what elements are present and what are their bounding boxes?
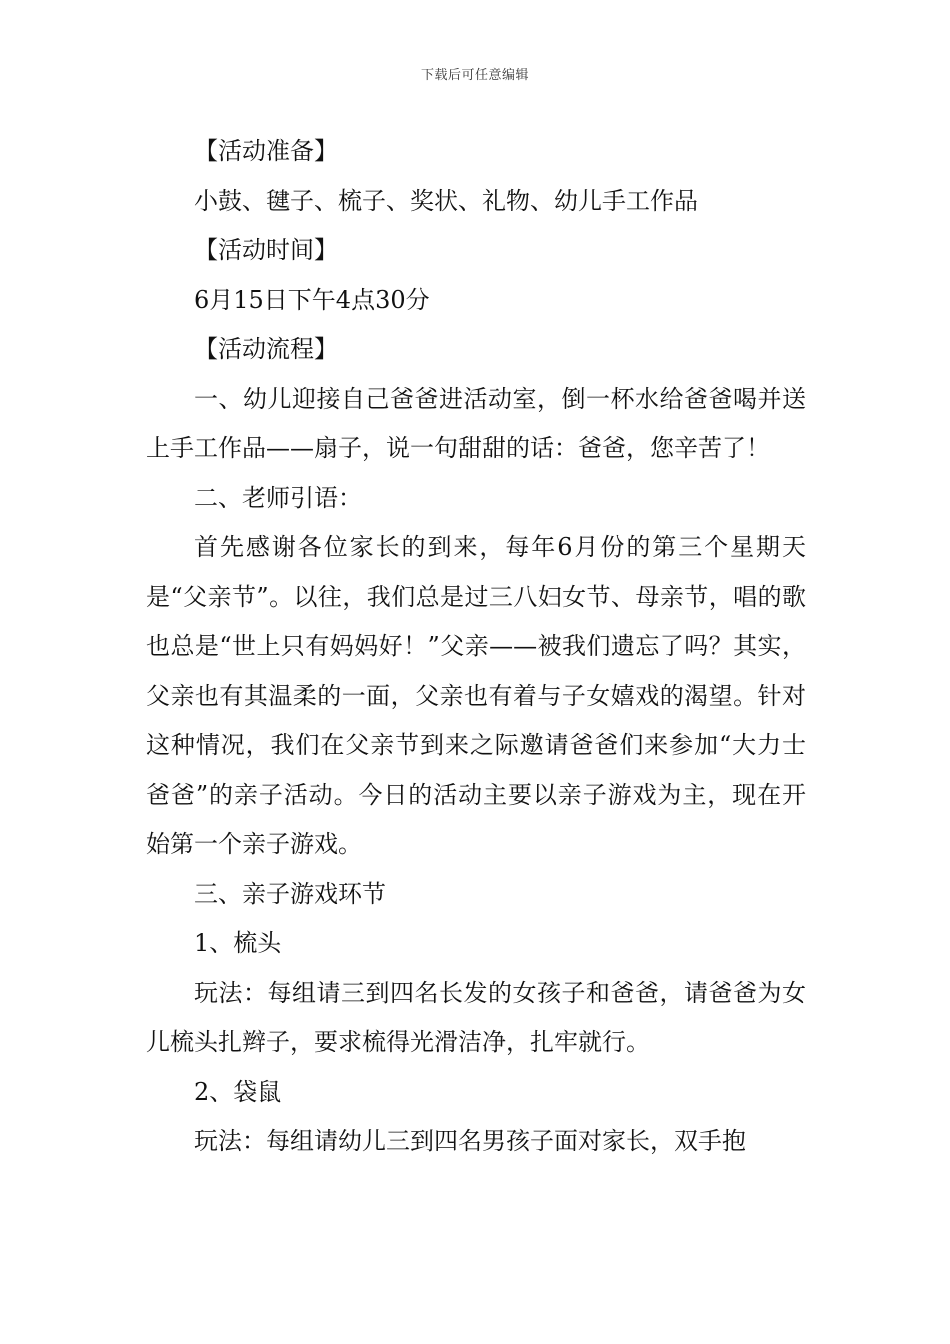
materials-list: 小鼓、毽子、梳子、奖状、礼物、幼儿手工作品 bbox=[194, 186, 698, 215]
document-body bbox=[146, 127, 806, 1167]
game-2-title: 2、袋鼠 bbox=[194, 1077, 282, 1106]
section-heading-time: 【活动时间】 bbox=[194, 236, 338, 264]
process-step-2-heading: 二、老师引语： bbox=[194, 483, 362, 512]
game-1-title: 1、梳头 bbox=[194, 929, 282, 957]
activity-time: 6月15日下午4点30分 bbox=[194, 285, 430, 314]
process-step-1: 一、幼儿迎接自己爸爸进活动室，倒一杯水给爸爸喝并送上手工作品——扇子，说一句甜甜的话：爸爸，您辛苦了！ bbox=[146, 384, 806, 462]
section-heading-preparation: 【活动准备】 bbox=[194, 137, 338, 165]
page-header-note: 下载后可任意编辑 bbox=[420, 68, 529, 83]
game-1-rules: 玩法：每组请三到四名长发的女孩子和爸爸，请爸爸为女儿梳头扎辫子，要求梳得光滑洁净，扎牢就行。 bbox=[146, 978, 806, 1056]
game-2-rules: 玩法：每组请幼儿三到四名男孩子面对家长，双手抱 bbox=[194, 1127, 746, 1155]
process-step-3-heading: 三、亲子游戏环节 bbox=[194, 879, 386, 908]
teacher-speech: 首先感谢各位家长的到来，每年6月份的第三个星期天是“父亲节”。以往，我们总是过三八妇女节、母亲节，唱的歌也总是“世上只有妈妈好！”父亲——被我们遗忘了吗？其实，父亲也有其温柔的一面，父亲也有着与子女嬉戏的渴望。针对这种情况，我们在父亲节到来之际邀请爸爸们来参加“大力士爸爸”的亲子活动。今日的活动主要以亲子游戏为主，现在开始第一个亲子游戏。 bbox=[146, 533, 806, 858]
section-heading-process: 【活动流程】 bbox=[194, 335, 338, 363]
